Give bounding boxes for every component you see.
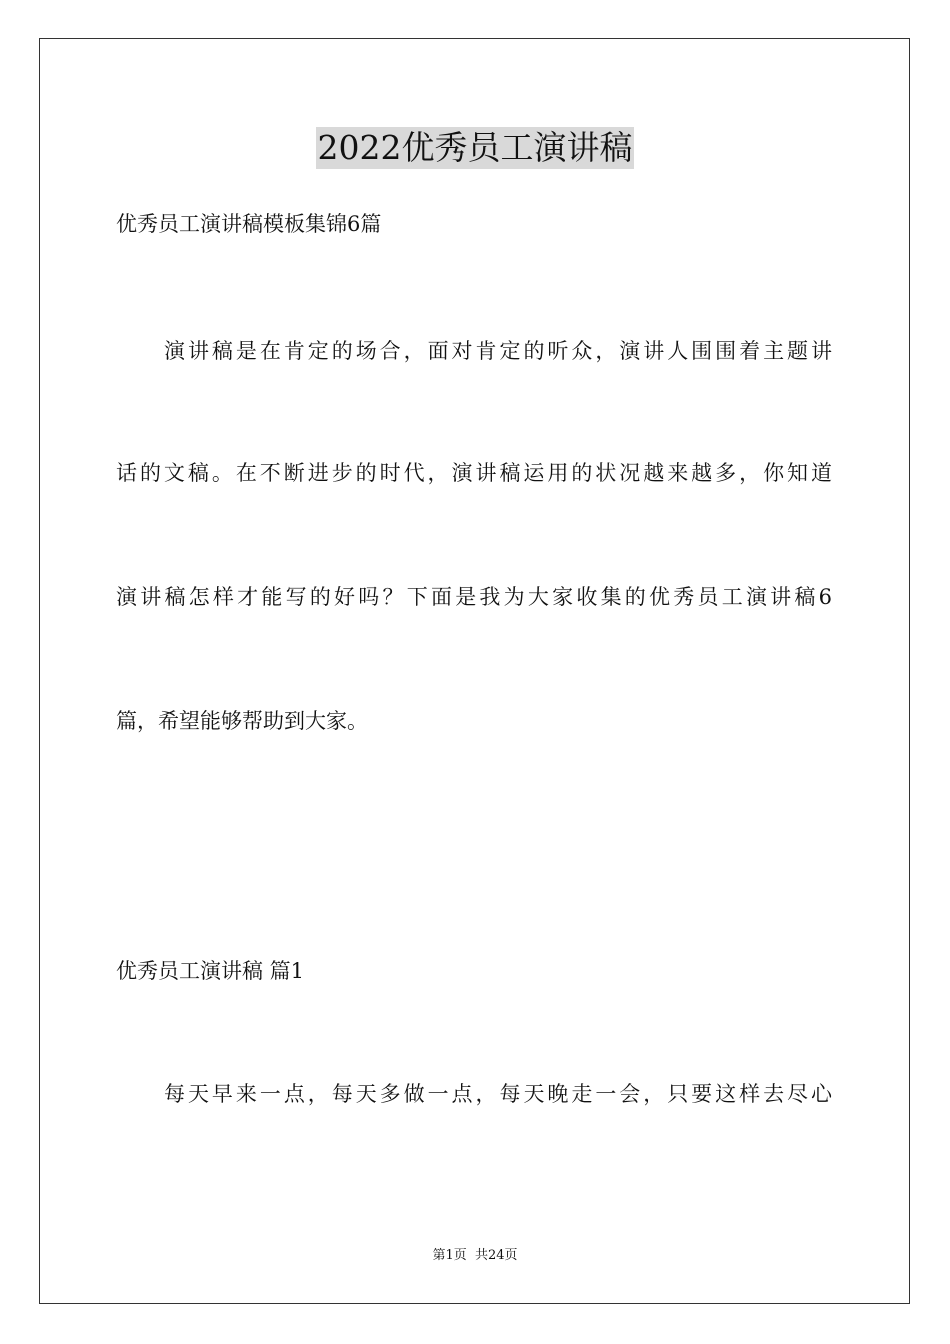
- intro-line-3: 演讲稿怎样才能写的好吗？下面是我为大家收集的优秀员工演讲稿6: [116, 585, 832, 609]
- intro-line-2: 话的文稿。在不断进步的时代，演讲稿运用的状况越来越多，你知道: [116, 461, 832, 485]
- intro-line-4: 篇，希望能够帮助到大家。: [116, 709, 368, 733]
- document-subtitle: 优秀员工演讲稿模板集锦6篇: [116, 212, 382, 236]
- title-container: [0, 127, 950, 169]
- page-number-footer: 第1页 共24页: [432, 1248, 518, 1263]
- document-title: 2022优秀员工演讲稿: [317, 128, 633, 167]
- intro-line-1: 演讲稿是在肯定的场合，面对肯定的听众，演讲人围围着主题讲: [164, 339, 832, 363]
- section-first-line: 每天早来一点，每天多做一点，每天晚走一会，只要这样去尽心: [164, 1082, 832, 1106]
- section-heading: 优秀员工演讲稿 篇1: [116, 959, 305, 983]
